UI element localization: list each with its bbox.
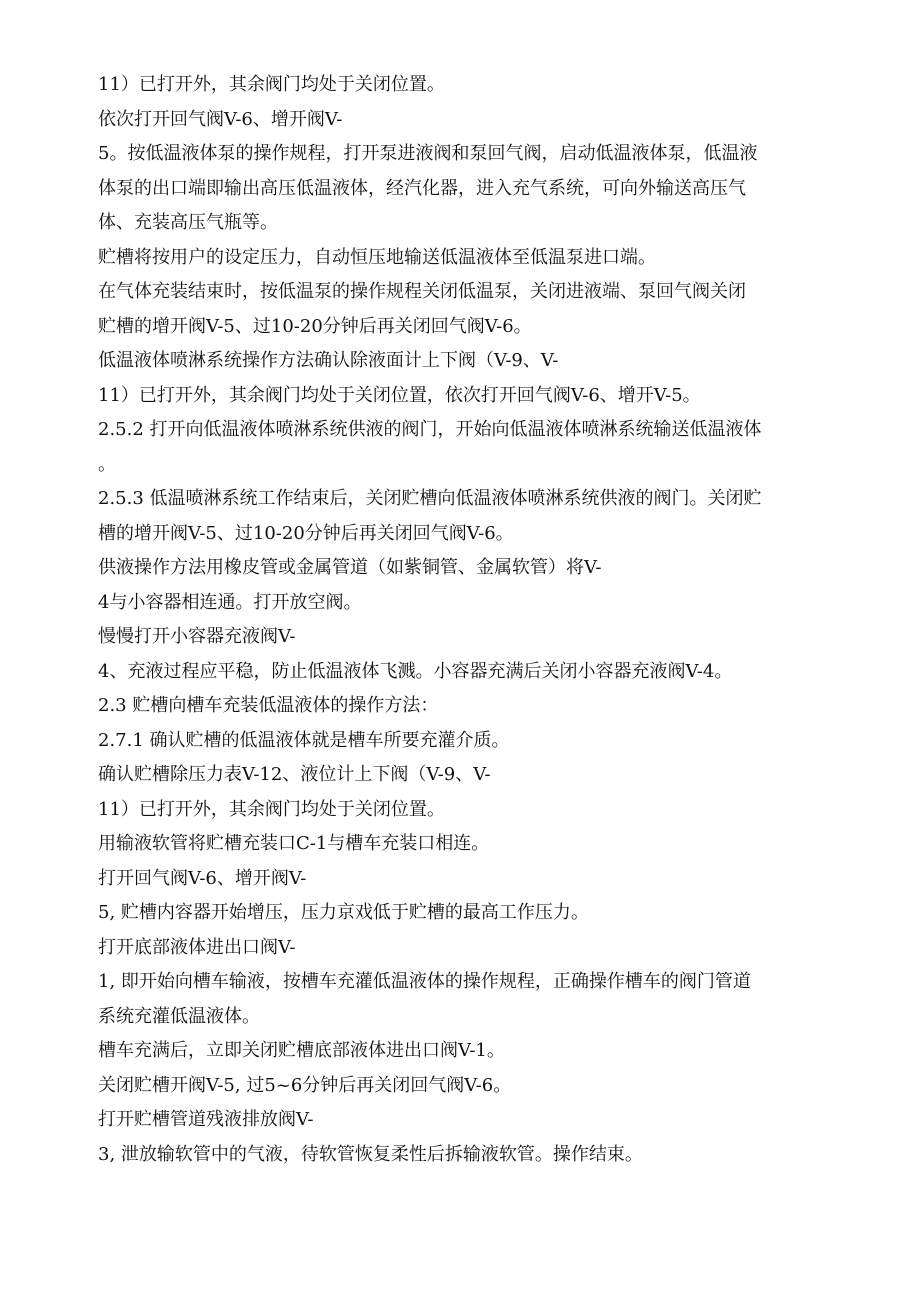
text-line: 低温液体喷淋系统操作方法确认除液面计上下阀（V-9、V-	[98, 350, 559, 371]
text-line: 11）已打开外，其余阀门均处于关闭位置，依次打开回气阀V-6、增开V-5。	[98, 384, 701, 406]
text-line: 槽的增开阀V-5、过10-20分钟后再关闭回气阀V-6。	[98, 522, 514, 544]
text-line: 。	[98, 453, 116, 475]
text-line: 3, 泄放输软管中的气液，待软管恢复柔性后拆输液软管。操作结束。	[98, 1143, 643, 1165]
text-line: 槽车充满后，立即关闭贮槽底部液体进出口阀V-1。	[98, 1040, 505, 1061]
text-line: 5, 贮槽内容器开始增压，压力京戏低于贮槽的最高工作压力。	[98, 902, 589, 923]
text-line: 用输液软管将贮槽充装口C-1与槽车充装口相连。	[98, 833, 490, 854]
text-line: 2.7.1 确认贮槽的低温液体就是槽车所要充灌介质。	[98, 729, 510, 751]
text-line: 打开回气阀V-6、增开阀V-	[98, 867, 307, 889]
text-line: 11）已打开外，其余阀门均处于关闭位置。	[98, 74, 445, 95]
text-line: 1, 即开始向槽车输液，按槽车充灌低温液体的操作规程，正确操作槽车的阀门管道	[98, 971, 751, 992]
text-line: 贮槽将按用户的设定压力，自动恒压地输送低温液体至低温泵进口端。	[98, 246, 656, 268]
text-line: 依次打开回气阀V-6、增开阀V-	[98, 108, 343, 130]
text-line: 打开底部液体进出口阀V-	[98, 936, 296, 958]
text-line: 5。按低温液体泵的操作规程，打开泵进液阀和泵回气阀，启动低温液体泵，低温液	[98, 143, 758, 164]
text-line: 贮槽的增开阀V-5、过10-20分钟后再关闭回气阀V-6。	[98, 315, 532, 337]
text-line: 体泵的出口端即输出高压低温液体，经汽化器，进入充气系统，可向外输送高压气	[98, 177, 746, 199]
text-line: 供液操作方法用橡皮管或金属管道（如紫铜管、金属软管）将V-	[98, 557, 602, 578]
text-line: 关闭贮槽开阀V-5, 过5~6分钟后再关闭回气阀V-6。	[98, 1074, 512, 1096]
text-line: 4、充液过程应平稳，防止低温液体飞溅。小容器充满后关闭小容器充液阀V-4。	[98, 660, 733, 682]
text-line: 系统充灌低温液体。	[98, 1005, 260, 1027]
text-line: 慢慢打开小容器充液阀V-	[98, 626, 296, 647]
text-line: 2.5.3 低温喷淋系统工作结束后，关闭贮槽向低温液体喷淋系统供液的阀门。关闭贮	[98, 488, 762, 509]
text-line: 2.3 贮槽向槽车充装低温液体的操作方法：	[98, 695, 439, 716]
document-body	[98, 68, 822, 1172]
text-line: 2.5.2 打开向低温液体喷淋系统供液的阀门，开始向低温液体喷淋系统输送低温液体	[98, 419, 762, 440]
text-line: 打开贮槽管道残液排放阀V-	[98, 1109, 314, 1130]
text-line: 4与小容器相连通。打开放空阀。	[98, 591, 362, 613]
text-line: 确认贮槽除压力表V-12、液位计上下阀（V-9、V-	[98, 764, 491, 785]
text-line: 在气体充装结束时，按低温泵的操作规程关闭低温泵，关闭进液端、泵回气阀关闭	[98, 281, 746, 302]
text-line: 11）已打开外，其余阀门均处于关闭位置。	[98, 798, 445, 820]
text-line: 体、充装高压气瓶等。	[98, 212, 278, 233]
